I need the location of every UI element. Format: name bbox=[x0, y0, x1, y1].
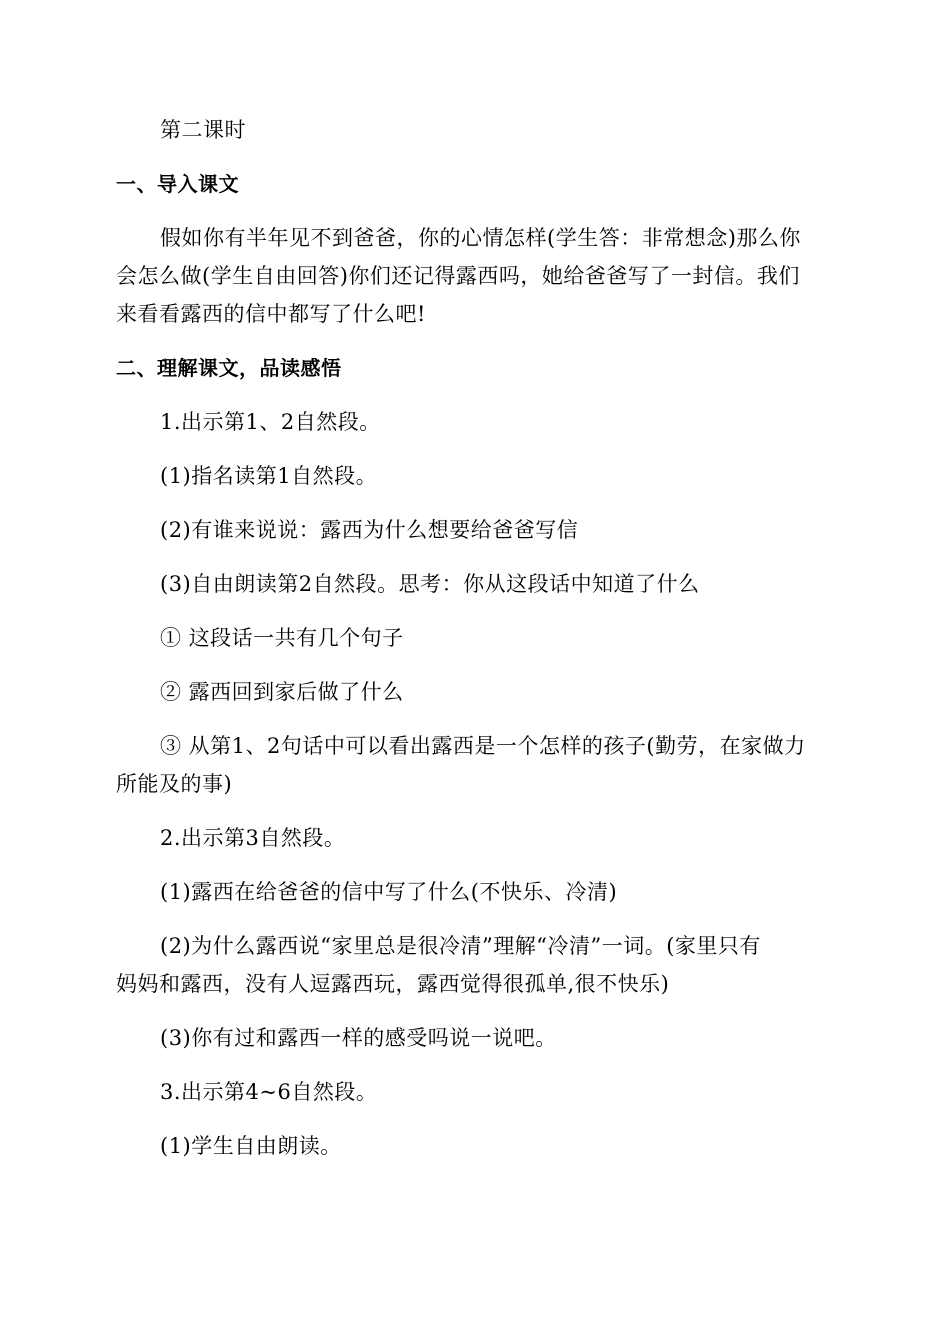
list-item: 2.出示第3自然段。 bbox=[160, 826, 346, 850]
list-item: ① 这段话一共有几个句子 bbox=[160, 626, 404, 650]
section-heading-understand: 二、理解课文，品读感悟 bbox=[116, 356, 342, 380]
list-item: (3)你有过和露西一样的感受吗说一说吧。 bbox=[160, 1026, 557, 1050]
list-item: (3)自由朗读第2自然段。思考：你从这段话中知道了什么 bbox=[160, 572, 700, 596]
list-item: (2)有谁来说说：露西为什么想要给爸爸写信 bbox=[160, 518, 579, 542]
list-item: (1)指名读第1自然段。 bbox=[160, 464, 378, 488]
section-heading-intro: 一、导入课文 bbox=[116, 172, 239, 196]
intro-paragraph-line: 来看看露西的信中都写了什么吧! bbox=[116, 302, 426, 326]
list-item: 3.出示第4~6自然段。 bbox=[160, 1080, 378, 1104]
lesson-title: 第二课时 bbox=[160, 118, 246, 142]
list-item: ② 露西回到家后做了什么 bbox=[160, 680, 404, 704]
intro-paragraph-line: 会怎么做(学生自由回答)你们还记得露西吗，她给爸爸写了一封信。我们 bbox=[116, 264, 800, 288]
list-item: (1)学生自由朗读。 bbox=[160, 1134, 342, 1158]
list-item: 所能及的事) bbox=[116, 772, 233, 796]
list-item: (1)露西在给爸爸的信中写了什么(不快乐、冷清) bbox=[160, 880, 618, 904]
list-item: (2)为什么露西说“家里总是很冷清”理解“冷清”一词。(家里只有 bbox=[160, 934, 761, 958]
list-item: 1.出示第1、2自然段。 bbox=[160, 410, 381, 434]
intro-paragraph-line: 假如你有半年见不到爸爸，你的心情怎样(学生答：非常想念)那么你 bbox=[160, 226, 801, 250]
list-item: 妈妈和露西，没有人逗露西玩，露西觉得很孤单,很不快乐) bbox=[116, 972, 670, 996]
list-item: ③ 从第1、2句话中可以看出露西是一个怎样的孩子(勤劳，在家做力 bbox=[160, 734, 806, 758]
